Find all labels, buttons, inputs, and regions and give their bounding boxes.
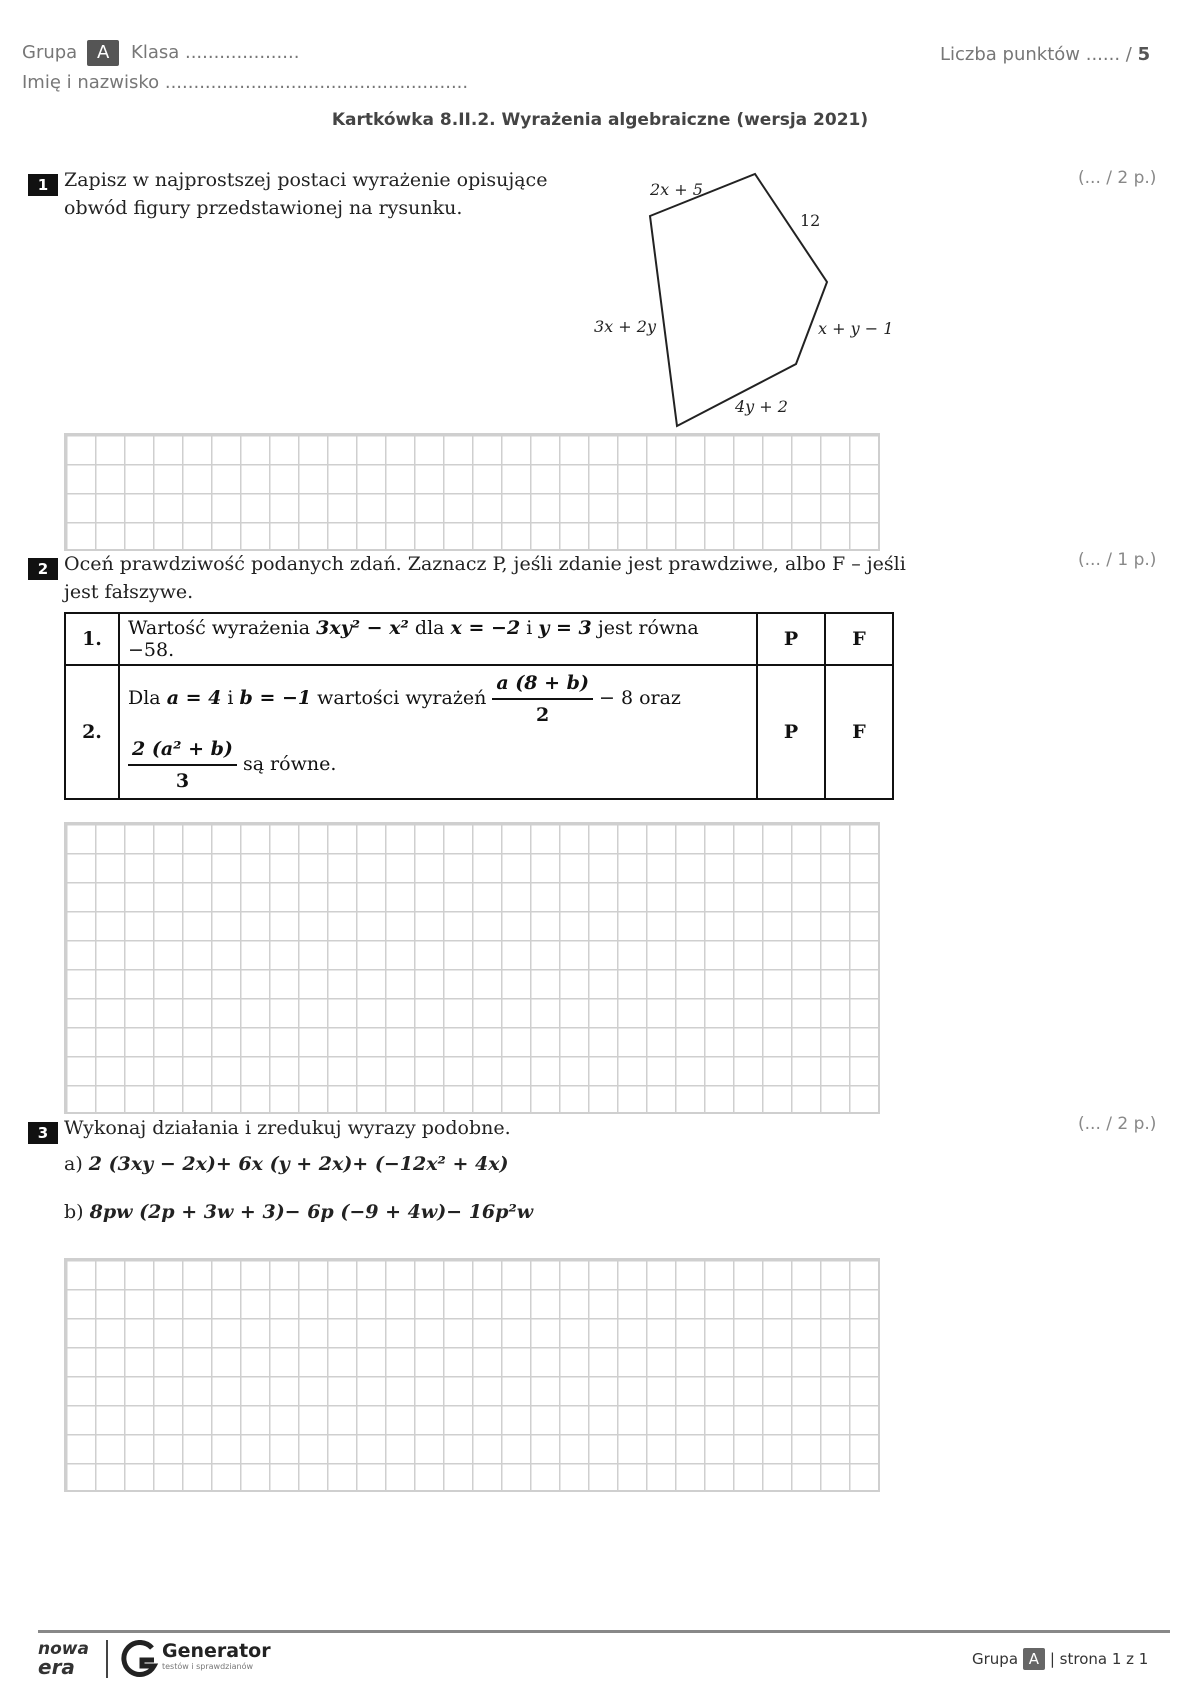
points-total: 5 — [1137, 44, 1151, 65]
header-group-row — [22, 40, 299, 66]
task3-number-badge: 3 — [28, 1122, 58, 1144]
label-right: x + y − 1 — [818, 319, 894, 338]
false-option[interactable]: F — [825, 665, 893, 799]
row-statement: Dla a = 4 i b = −1 wartości wyrażeń $\frac{a (8 + b)}{2}$ − 8 oraz $\frac{\text{2 (a² + b)}}{3}$ są równe. — [119, 665, 757, 799]
row-index: 2. — [65, 665, 119, 799]
false-option[interactable]: F — [825, 613, 893, 665]
row-index: 1. — [65, 613, 119, 665]
true-option[interactable]: P — [757, 665, 825, 799]
generator-logo-text: Generator testów i sprawdzianów — [162, 1640, 271, 1671]
task1-answer-grid[interactable] — [64, 433, 880, 551]
label-right-top: 12 — [800, 211, 821, 230]
task3-part-b: b) 8pw (2p + 3w + 3)− 6p (−9 + 4w)− 16p²w — [64, 1201, 534, 1223]
fraction-1: $\frac{a (8 + b)}{2}$ — [492, 668, 593, 730]
task1-number-badge: 1 — [28, 174, 58, 196]
footer-group-badge: A — [1023, 1648, 1045, 1670]
task2-text: Oceń prawdziwość podanych zdań. Zaznacz P, jeśli zdanie jest prawdziwe, albo F – jeśli jest fałszywe. — [64, 553, 906, 603]
task2-number-badge: 2 — [28, 558, 58, 580]
footer-divider — [38, 1630, 1170, 1633]
task3-part-a: a) 2 (3xy − 2x)+ 6x (y + 2x)+ (−12x² + 4x) — [64, 1153, 509, 1175]
group-label: Grupa — [22, 42, 78, 63]
true-false-table — [64, 612, 894, 800]
task3-points: (... / 2 p.) — [1078, 1114, 1157, 1134]
label-top: 2x + 5 — [650, 180, 703, 199]
page-title: Kartkówka 8.II.2. Wyrażenia algebraiczne (wersja 2021) — [331, 110, 869, 130]
task1-text: Zapisz w najprostszej postaci wyrażenie opisujące obwód figury przedstawionej na rysunku. — [64, 169, 548, 219]
task2-points: (... / 1 p.) — [1078, 550, 1157, 570]
task1-points: (... / 2 p.) — [1078, 168, 1157, 188]
class-field[interactable]: Klasa .................... — [131, 42, 300, 63]
task2-answer-grid[interactable] — [64, 822, 880, 1114]
task1-polygon-figure — [580, 160, 900, 440]
footer-page-info: Grupa A | strona 1 z 1 — [972, 1650, 1149, 1668]
points-label: Liczba punktów ...... / — [940, 44, 1132, 65]
task3-answer-grid[interactable] — [64, 1258, 880, 1492]
group-badge: A — [87, 40, 119, 66]
row-statement: Wartość wyrażenia 3xy² − x² dla x = −2 i y = 3 jest równa −58. — [119, 613, 757, 665]
label-left: 3x + 2y — [594, 317, 656, 336]
label-bottom: 4y + 2 — [735, 397, 788, 416]
points-summary — [940, 44, 1150, 65]
table-row — [65, 613, 893, 665]
true-option[interactable]: P — [757, 613, 825, 665]
fraction-2: $\frac{\text{2 (a² + b)}}{3}$ — [128, 734, 237, 796]
generator-logo-icon — [120, 1640, 160, 1680]
table-row — [65, 665, 893, 799]
task3-text: Wykonaj działania i zredukuj wyrazy podobne. — [64, 1117, 511, 1139]
name-field[interactable]: Imię i nazwisko ..................................................... — [22, 72, 469, 93]
logo-separator — [106, 1640, 108, 1678]
nowa-era-logo: nowa era — [38, 1639, 89, 1679]
